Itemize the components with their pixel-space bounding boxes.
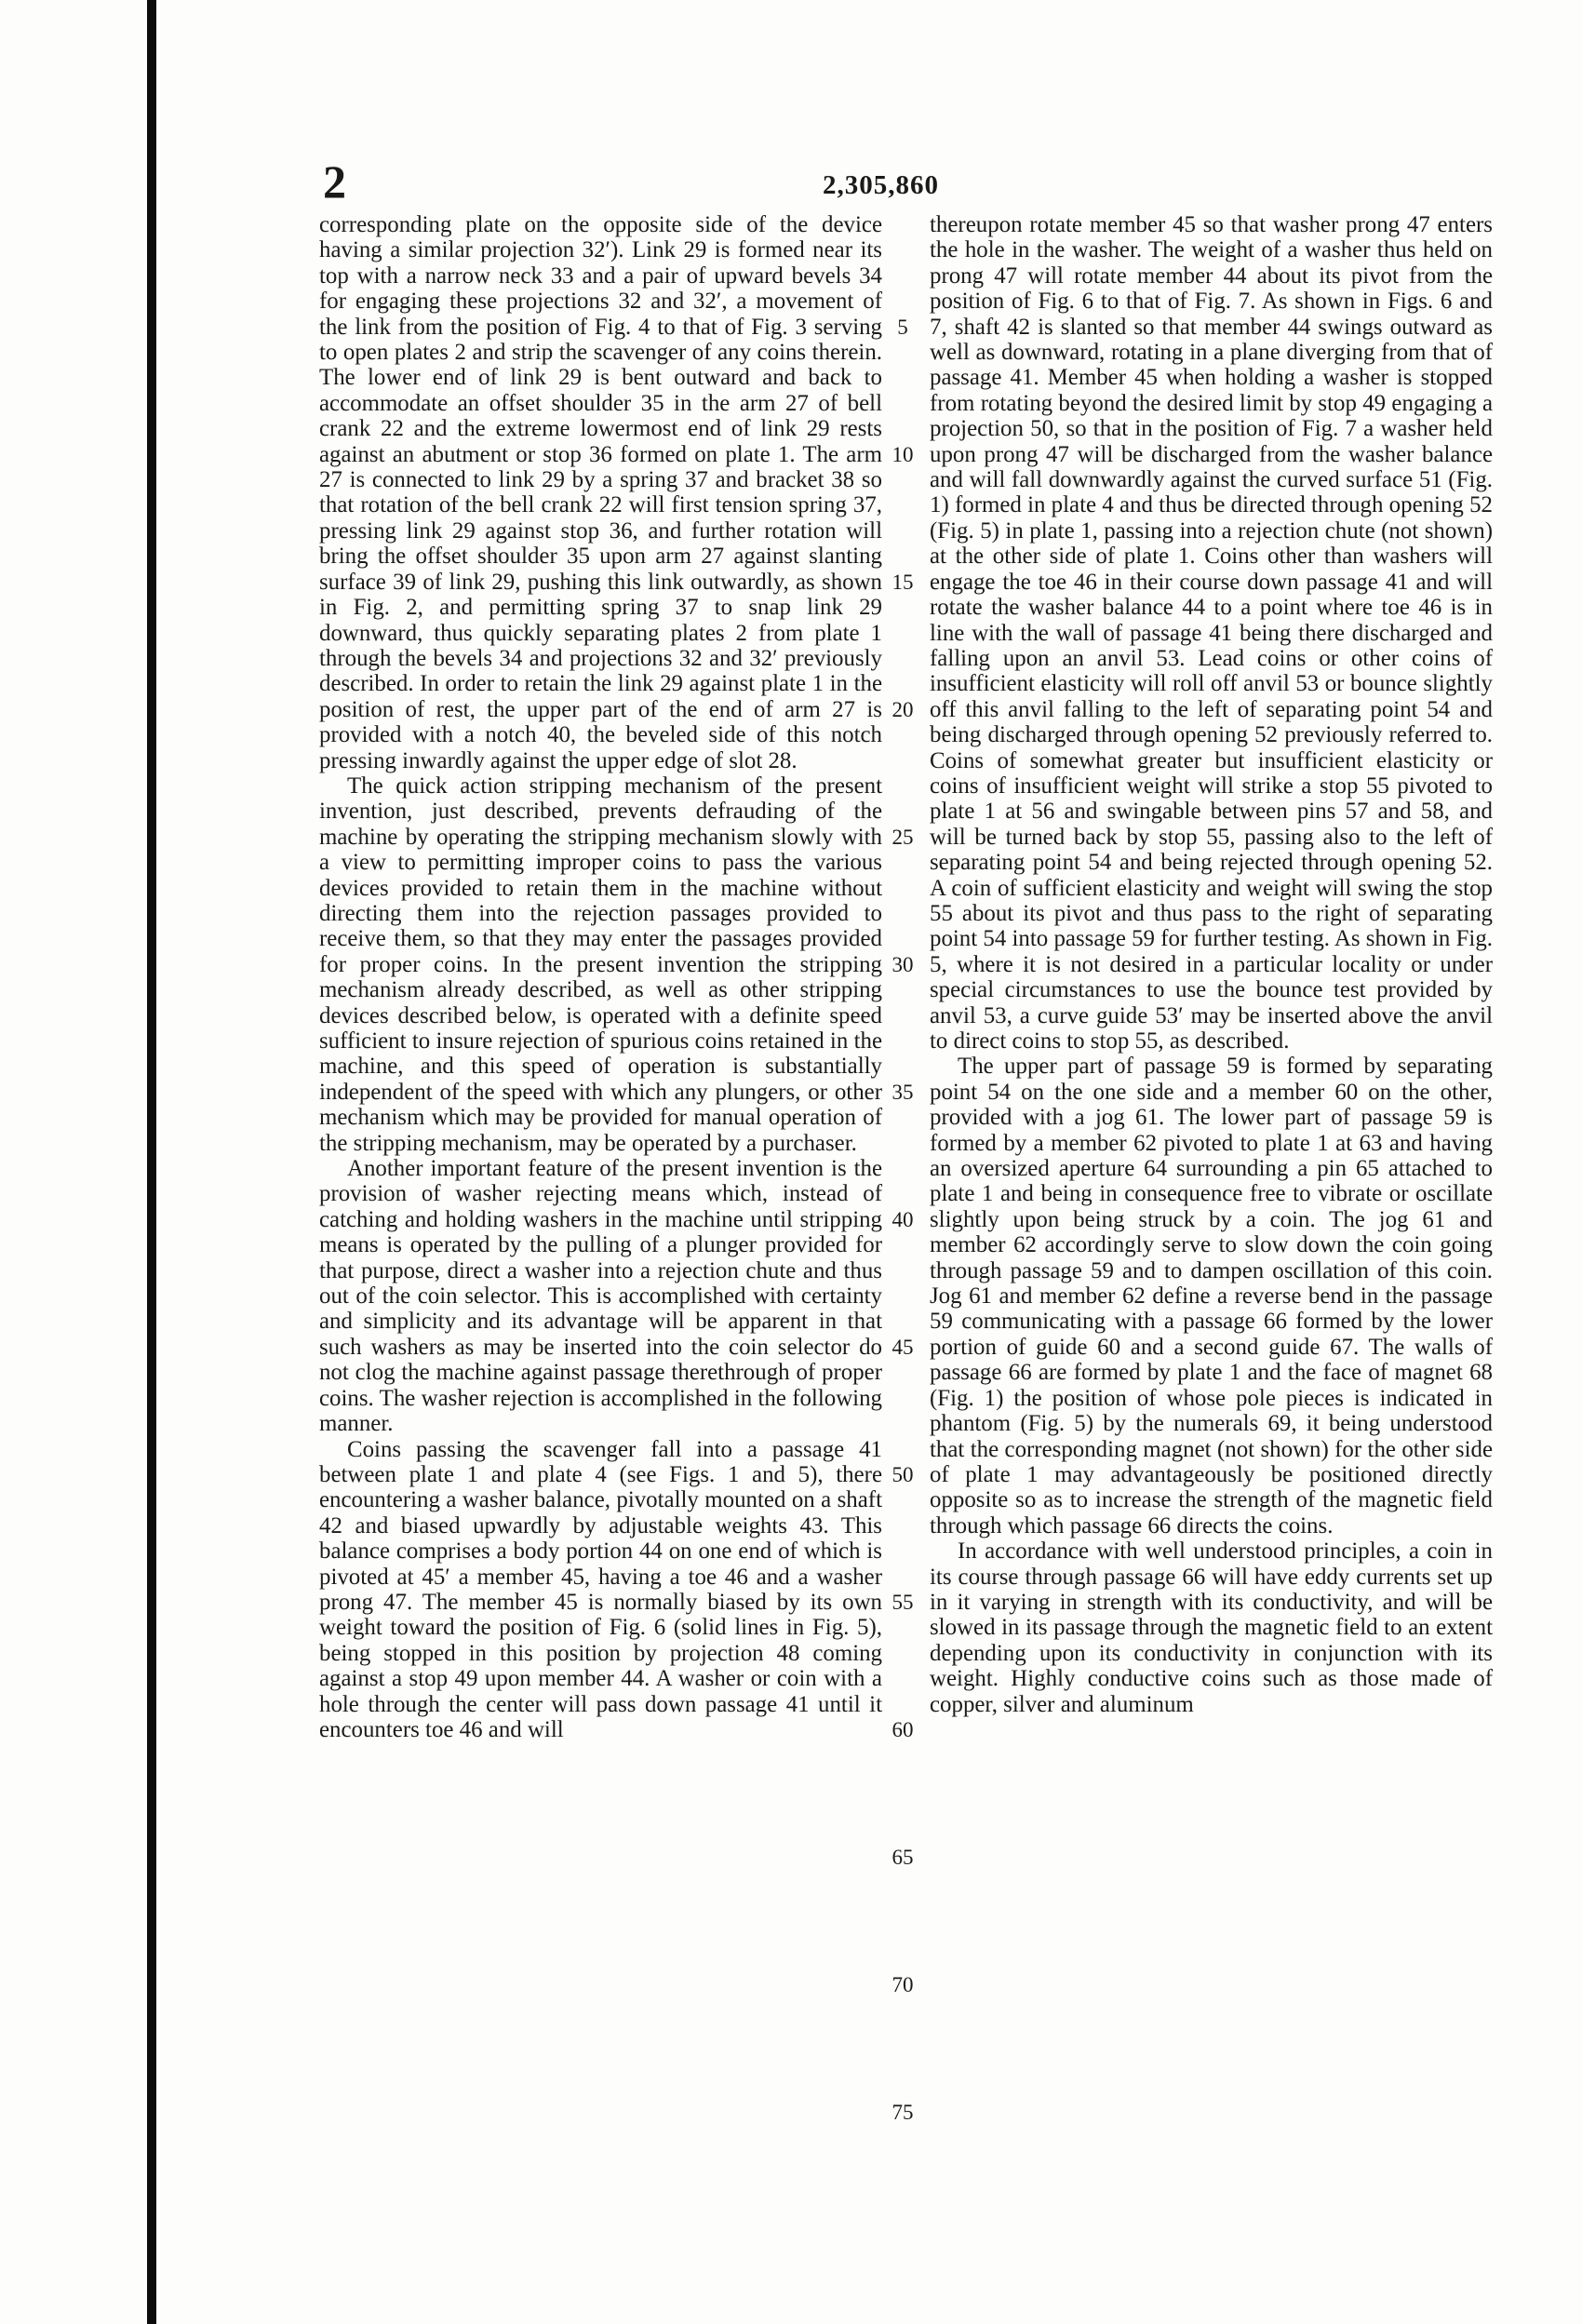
line-number: 20 — [892, 697, 914, 721]
paragraph: The upper part of passage 59 is formed by separating point 54 on the one side and a member 60 on the other, provided with a jog 61. The lower part of passage 59 is formed by a member 62 pivoted to plate 1 at 63 and having an oversized aperture 64 surrounding a pin 65 attached to plate 1 and being in consequence free to vibrate or oscillate slightly upon being struck by a coin. The jog 61 and member 62 accordingly serve to slow down the coin going through passage 59 and to dampen oscillation of this coin. Jog 61 and member 62 define a reverse bend in the passage 59 communicating with a passage 66 formed by the lower portion of guide 60 and a second guide 67. The walls of passage 66 are formed by plate 1 and the face of magnet 68 (Fig. 1) the position of whose pole pieces is indicated in phantom (Fig. 5) by the numerals 69, it being understood that the corresponding magnet (not shown) for the other side of plate 1 may advantageously be positioned directly opposite so as to increase the strength of the magnetic field through which passage 66 directs the coins. — [930, 1054, 1493, 1538]
page-number: 2 — [323, 155, 346, 208]
line-number: 75 — [892, 2100, 914, 2124]
scan-edge-bar — [147, 0, 156, 2324]
line-number: 15 — [892, 570, 914, 594]
left-text-column — [319, 212, 882, 1742]
paragraph: thereupon rotate member 45 so that washer prong 47 enters the hole in the washer. The weight of a washer thus held on prong 47 will rotate member 44 about its pivot from the position of Fig. 6 to that of Fig. 7. As shown in Figs. 6 and 7, shaft 42 is slanted so that member 44 swings outward as well as downward, rotating in a plane diverging from that of passage 41. Member 45 when holding a washer is stopped from rotating beyond the desired limit by stop 49 engaging a projection 50, so that in the position of Fig. 7 a washer held upon prong 47 will be discharged from the washer balance and will fall downwardly against the curved surface 51 (Fig. 1) formed in plate 4 and thus be directed through opening 52 (Fig. 5) in plate 1, passing into a rejection chute (not shown) at the other side of plate 1. Coins other than washers will engage the toe 46 in their course down passage 41 and will rotate the washer balance 44 to a point where toe 46 is in line with the wall of passage 41 being there discharged and falling upon an anvil 53. Lead coins or other coins of insufficient elasticity will roll off anvil 53 or bounce slightly off this anvil falling to the left of separating point 54 and being discharged through opening 52 previously referred to. Coins of somewhat greater but insufficient elasticity or coins of insufficient weight will strike a stop 55 pivoted to plate 1 at 56 and swingable between pins 57 and 58, and will be turned back by stop 55, passing also to the left of separating point 54 and being rejected through opening 52. A coin of sufficient elasticity and weight will swing the stop 55 about its pivot and thus pass to the right of separating point 54 into passage 59 for further testing. As shown in Fig. 5, where it is not desired in a particular locality or under special circumstances to use the bounce test provided by anvil 53, a curve guide 53′ may be inserted above the anvil to direct coins to stop 55, as described. — [930, 212, 1493, 1054]
line-number: 65 — [892, 1845, 914, 1869]
line-number: 10 — [892, 442, 914, 466]
paragraph: The quick action stripping mechanism of the present invention, just described, prevents defrauding of the machine by operating the stripping mechanism slowly with a view to permitting improper coins to pass the various devices provided to retain them in the machine without directing them into the rejection passages provided to receive them, so that they may enter the passages provided for proper coins. In the present invention the stripping mechanism already described, as well as other stripping devices described below, is operated with a definite speed sufficient to insure rejection of spurious coins retained in the machine, and this speed of operation is substantially independent of the speed with which any plungers, or other mechanism which may be provided for manual operation of the stripping mechanism, may be operated by a purchaser. — [319, 772, 882, 1156]
line-number: 60 — [892, 1717, 914, 1741]
line-number: 30 — [892, 952, 914, 976]
line-number: 5 — [897, 315, 908, 339]
line-number: 40 — [892, 1207, 914, 1231]
right-text-column — [930, 212, 1493, 1717]
line-number: 55 — [892, 1590, 914, 1614]
paragraph: In accordance with well understood principles, a coin in its course through passage 66 will have eddy currents set up in it varying in strength with its conductivity, and will be slowed in its passage through the magnetic field to an extent depending upon its conductivity in conjunction with its weight. Highly conductive coins such as those made of copper, silver and aluminum — [930, 1538, 1493, 1717]
line-number: 50 — [892, 1462, 914, 1486]
line-number: 45 — [892, 1335, 914, 1359]
paragraph: Coins passing the scavenger fall into a passage 41 between plate 1 and plate 4 (see Figs. 1 and 5), there encountering a washer balance, pivotally mounted on a shaft 42 and biased upwardly by adjustable weights 43. This balance comprises a body portion 44 on one end of which is pivoted at 45′ a member 45, having a toe 46 and a washer prong 47. The member 45 is normally biased by its own weight toward the position of Fig. 6 (solid lines in Fig. 5), being stopped in this position by projection 48 coming against a stop 49 upon member 44. A washer or coin with a hole through the center will pass down passage 41 until it encounters toe 46 and will — [319, 1436, 882, 1742]
line-number: 25 — [892, 825, 914, 849]
line-number: 35 — [892, 1080, 914, 1104]
patent-number: 2,305,860 — [823, 170, 939, 200]
paragraph: corresponding plate on the opposite side of the device having a similar projection 32′). Link 29 is formed near its top with a narrow neck 33 and a pair of upward bevels 34 for engaging these projections 32 and 32′, a movement of the link from the position of Fig. 4 to that of Fig. 3 serving to open plates 2 and strip the scavenger of any coins therein. The lower end of link 29 is bent outward and back to accommodate an offset shoulder 35 in the arm 27 of bell crank 22 and the extreme lowermost end of link 29 rests against an abutment or stop 36 formed on plate 1. The arm 27 is connected to link 29 by a spring 37 and bracket 38 so that rotation of the bell crank 22 will first tension spring 37, pressing link 29 against stop 36, and further rotation will bring the offset shoulder 35 upon arm 27 against slanting surface 39 of link 29, pushing this link outwardly, as shown in Fig. 2, and permitting spring 37 to snap link 29 downward, thus quickly separating plates 2 from plate 1 through the bevels 34 and projections 32 and 32′ previously described. In order to retain the link 29 against plate 1 in the position of rest, the upper part of the end of arm 27 is provided with a notch 40, the beveled side of this notch pressing inwardly against the upper edge of slot 28. — [319, 212, 882, 773]
line-number: 70 — [892, 1972, 914, 1996]
paragraph: Another important feature of the present invention is the provision of washer rejecting means which, instead of catching and holding washers in the machine until stripping means is operated by the pulling of a plunger provided for that purpose, direct a washer into a rejection chute and thus out of the coin selector. This is accomplished with certainty and simplicity and its advantage will be apparent in that such washers as may be inserted into the coin selector do not clog the machine against passage therethrough of proper coins. The washer rejection is accomplished in the following manner. — [319, 1156, 882, 1437]
